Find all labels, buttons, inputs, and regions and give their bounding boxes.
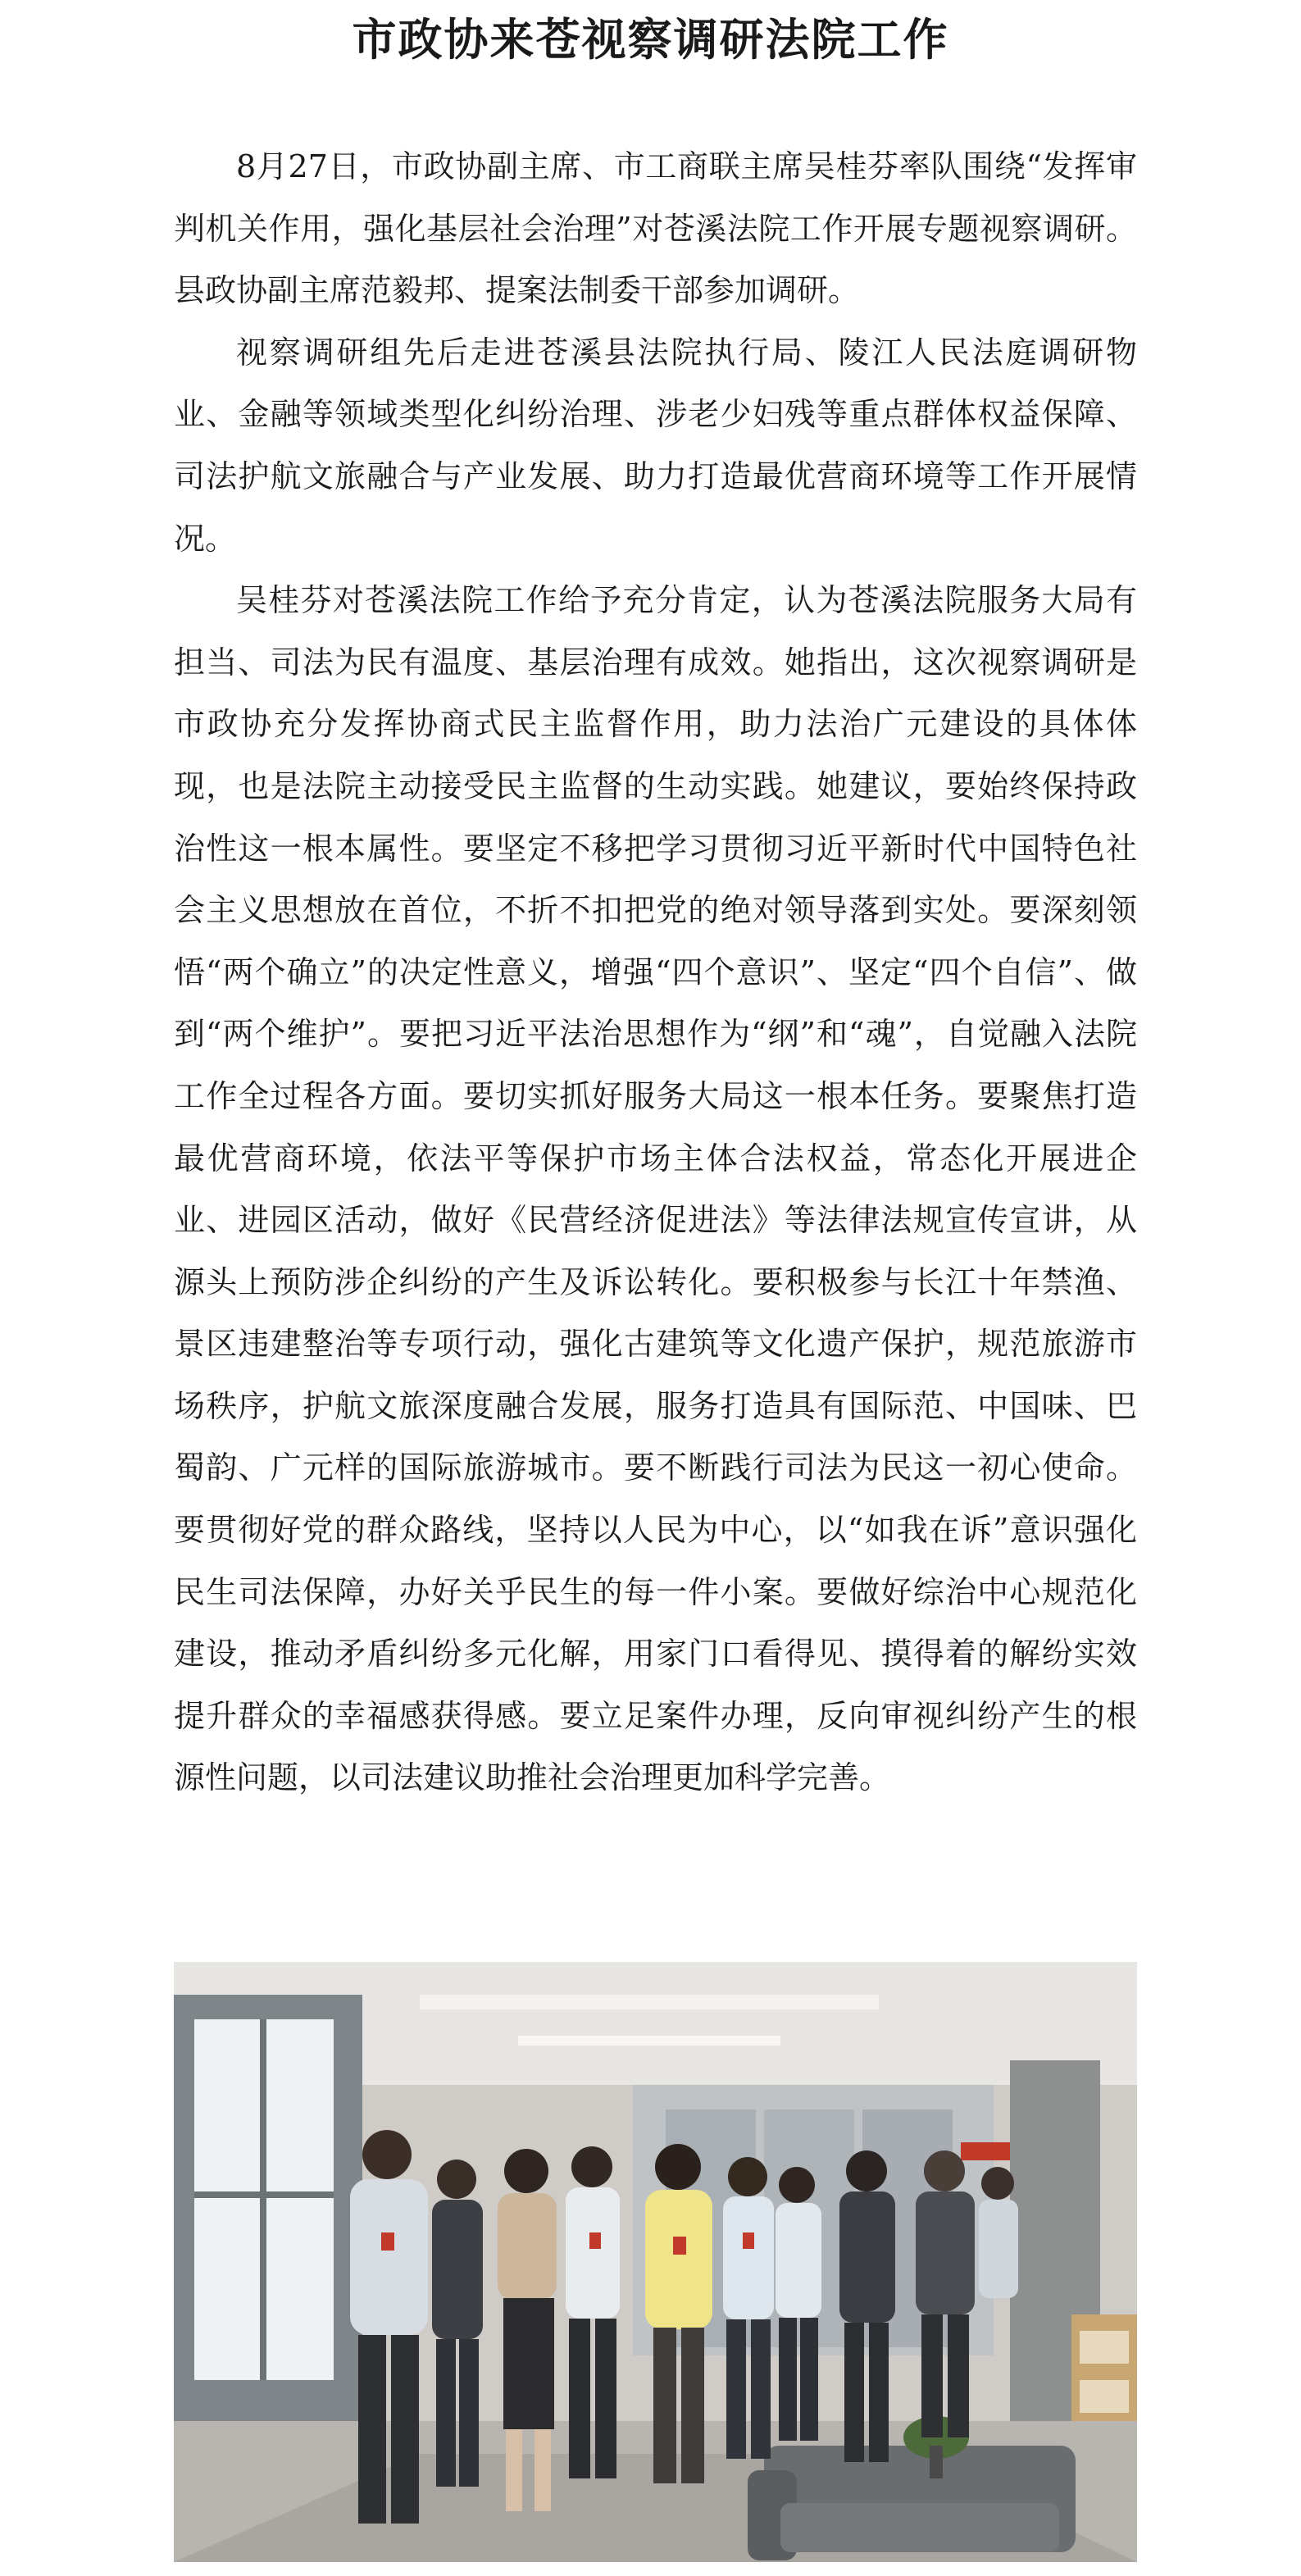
paragraph-2: 视察调研组先后走进苍溪县法院执行局、陵江人民法庭调研物业、金融等领域类型化纠纷治理、涉老少妇残等重点群体权益保障、司法护航文旅融合与产业发展、助力打造最优营商环境等工作开展情况。: [174, 334, 1137, 557]
article-title: 市政协来苍视察调研法院工作: [352, 13, 949, 66]
paragraph-3: 吴桂芬对苍溪法院工作给予充分肯定，认为苍溪法院服务大局有担当、司法为民有温度、基层治理有成效。她指出，这次视察调研是市政协充分发挥协商式民主监督作用，助力法治广元建设的具体体现，也是法院主动接受民主监督的生动实践。她建议，要始终保持政治性这一根本属性。要坚定不移把学习贯彻习近平新时代中国特色社会主义思想放在首位，不折不扣把党的绝对领导落到实处。要深刻领悟“两个确立”的决定性意义，增强“四个意识”、坚定“四个自信”、做到“两个维护”。要把习近平法治思想作为“纲”和“魂”，自觉融入法院工作全过程各方面。要切实抓好服务大局这一根本任务。要聚焦打造最优营商环境，依法平等保护市场主体合法权益，常态化开展进企业、进园区活动，做好《民营经济促进法》等法律法规宣传宣讲，从源头上预防涉企纠纷的产生及诉讼转化。要积极参与长江十年禁渔、景区违建整治等专项行动，强化古建筑等文化遗产保护，规范旅游市场秩序，护航文旅深度融合发展，服务打造具有国际范、中国味、巴蜀韵、广元样的国际旅游城市。要不断践行司法为民这一初心使命。要贯彻好党的群众路线，坚持以人民为中心，以“如我在诉”意识强化民生司法保障，办好关乎民生的每一件小案。要做好综治中心规范化建设，推动矛盾纠纷多元化解，用家门口看得见、摸得着的解纷实效提升群众的幸福感获得感。要立足案件办理，反向审视纠纷产生的根源性问题，以司法建议助推社会治理更加科学完善。: [174, 582, 1137, 1796]
article-body: [174, 136, 1137, 1809]
inspection-photo: [174, 1962, 1137, 2562]
paragraph-1: 8月27日，市政协副主席、市工商联主席吴桂芬率队围绕“发挥审判机关作用，强化基层社会治理”对苍溪法院工作开展专题视察调研。县政协副主席范毅邦、提案法制委干部参加调研。: [174, 148, 1137, 309]
